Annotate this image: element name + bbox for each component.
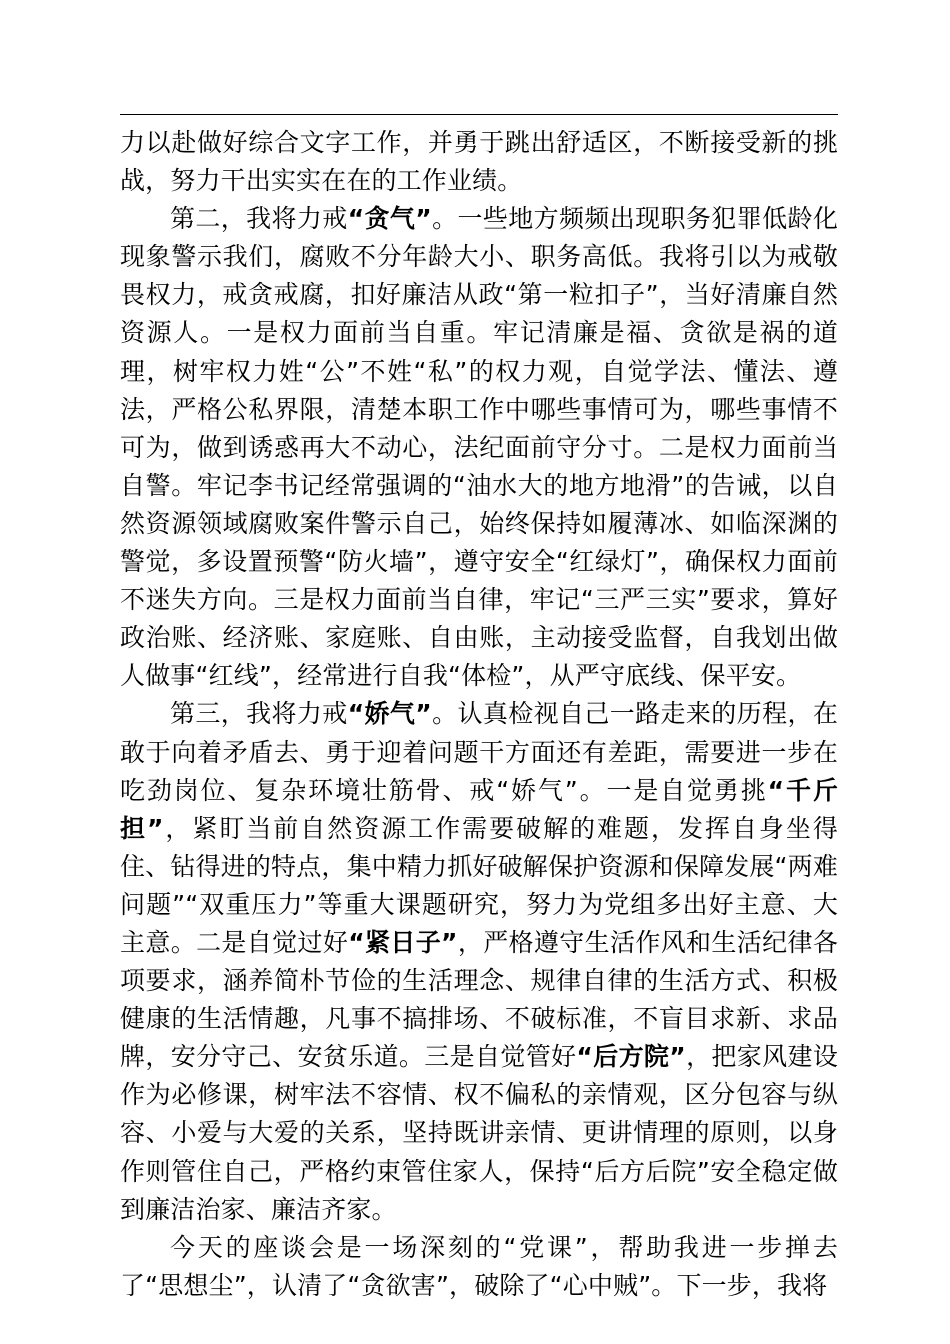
paragraph-continuation xyxy=(120,124,838,200)
paragraph-point-two xyxy=(120,200,838,695)
text-run: ，把家风建设作为必修课，树牢法不容情、权不偏私的亲情观，区分包容与纵容、小爱与大爱的关系，坚持既讲亲情、更讲情理的原则，以身作则管住自己，严格约束管住家人，保持“后方后院”安全稳定做到廉洁治家、廉洁齐家。 xyxy=(120,1042,838,1224)
text-run: ，严格遵守生活作风和生活纪律各项要求，涵养简朴节俭的生活理念、规律自律的生活方式、积极健康的生活情趣，凡事不搞排场、不破标准，不盲目求新、求品牌，安分守己、安贫乐道。三是自觉管好 xyxy=(120,927,838,1072)
text-run: 力以赴做好综合文字工作，并勇于跳出舒适区，不断接受新的挑战，努力干出实实在在的工作业绩。 xyxy=(120,128,838,196)
text-run: 第三，我将力戒 xyxy=(170,699,348,729)
paragraph-closing xyxy=(120,1229,838,1305)
header-rule xyxy=(120,114,838,115)
text-run: 第二，我将力戒 xyxy=(170,204,348,234)
text-run: 。一些地方频频出现职务犯罪低龄化现象警示我们，腐败不分年龄大小、职务高低。我将引以为戒敬畏权力，戒贪戒腐，扣好廉洁从政“第一粒扣子”，当好清廉自然资源人。一是权力面前当自重。牢记清廉是福、贪欲是祸的道理，树牢权力姓“公”不姓“私”的权力观，自觉学法、懂法、遵法，严格公私界限，清楚本职工作中哪些事情可为，哪些事情不可为，做到诱惑再大不动心，法纪面前守分寸。二是权力面前当自警。牢记李书记经常强调的“油水大的地方地滑”的告诫，以自然资源领域腐败案件警示自己，始终保持如履薄冰、如临深渊的警觉，多设置预警“防火墙”，遵守安全“红绿灯”，确保权力面前不迷失方向。三是权力面前当自律，牢记“三严三实”要求，算好政治账、经济账、家庭账、自由账，主动接受监督，自我划出做人做事“红线”，经常进行自我“体检”，从严守底线、保平安。 xyxy=(120,204,838,691)
emphasis-run: “千斤担” xyxy=(120,775,838,843)
text-run: 今天的座谈会是一场深刻的“党课”，帮助我进一步掸去了“思想尘”，认清了“贪欲害”，破除了“心中贼”。下一步，我将 xyxy=(120,1232,838,1300)
paragraph-point-three xyxy=(120,695,838,1228)
emphasis-run: “紧日子” xyxy=(348,927,458,957)
emphasis-run: “贪气” xyxy=(347,204,432,234)
document-body xyxy=(120,124,838,1305)
emphasis-run: “后方院” xyxy=(576,1042,686,1072)
emphasis-run: “娇气” xyxy=(347,699,432,729)
text-run: 。认真检视自己一路走来的历程，在敢于向着矛盾去、勇于迎着问题干方面还有差距，需要进一步在吃劲岗位、复杂环境壮筋骨、戒“娇气”。一是自觉勇挑 xyxy=(120,699,838,805)
text-run: ，紧盯当前自然资源工作需要破解的难题，发挥自身坐得住、钻得进的特点，集中精力抓好破解保护资源和保障发展“两难问题”“双重压力”等重大课题研究，努力为党组多出好主意、大主意。二是自觉过好 xyxy=(120,813,838,957)
